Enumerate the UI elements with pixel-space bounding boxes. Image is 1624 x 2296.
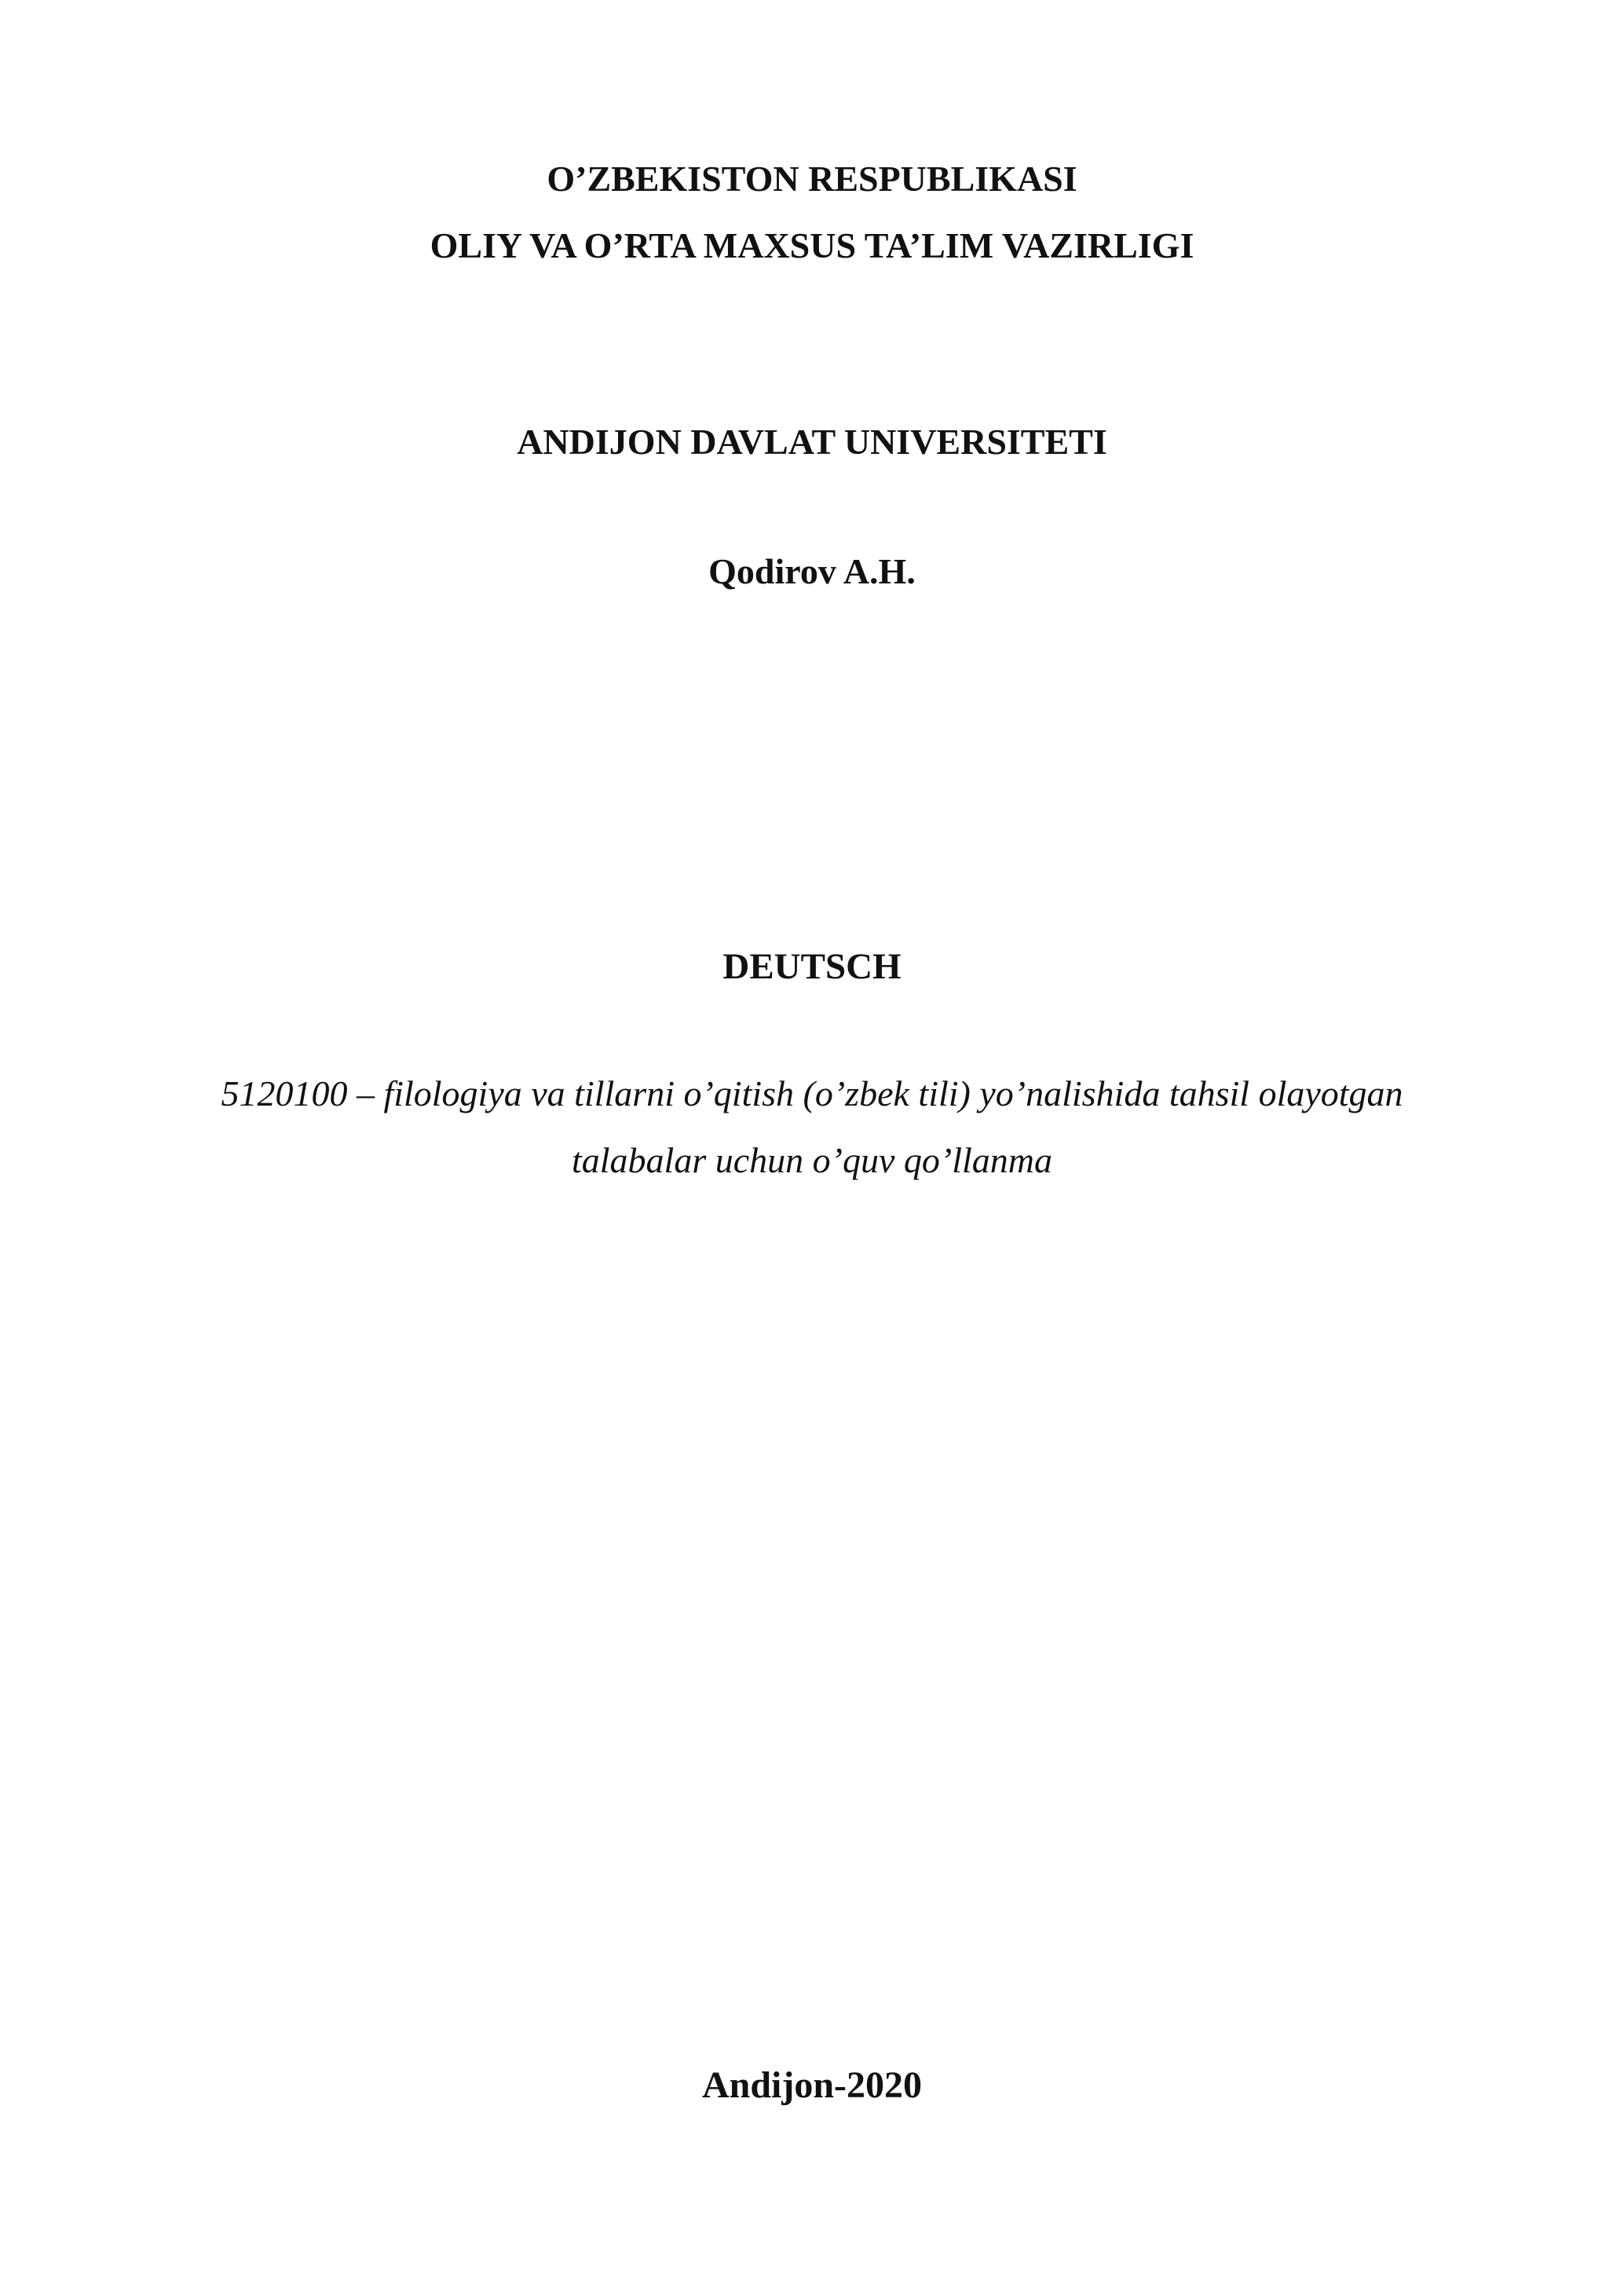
republic-name: O’ZBEKISTON RESPUBLIKASI	[547, 159, 1077, 199]
place-and-year: Andijon-2020	[701, 2064, 923, 2106]
ministry-name: OLIY VA O’RTA MAXSUS TA’LIM VAZIRLIGI	[430, 225, 1194, 265]
document-title: DEUTSCH	[722, 946, 902, 987]
subtitle-line-1: 5120100 – filologiya va tillarni o’qitish (o’zbek tili) yo’nalishida tahsil olayotgan	[221, 1073, 1403, 1113]
subtitle-line-2: talabalar uchun o’quv qo’llanma	[572, 1140, 1052, 1180]
university-name: ANDIJON DAVLAT UNIVERSITETI	[517, 422, 1107, 462]
author-name: Qodirov A.H.	[708, 551, 916, 591]
